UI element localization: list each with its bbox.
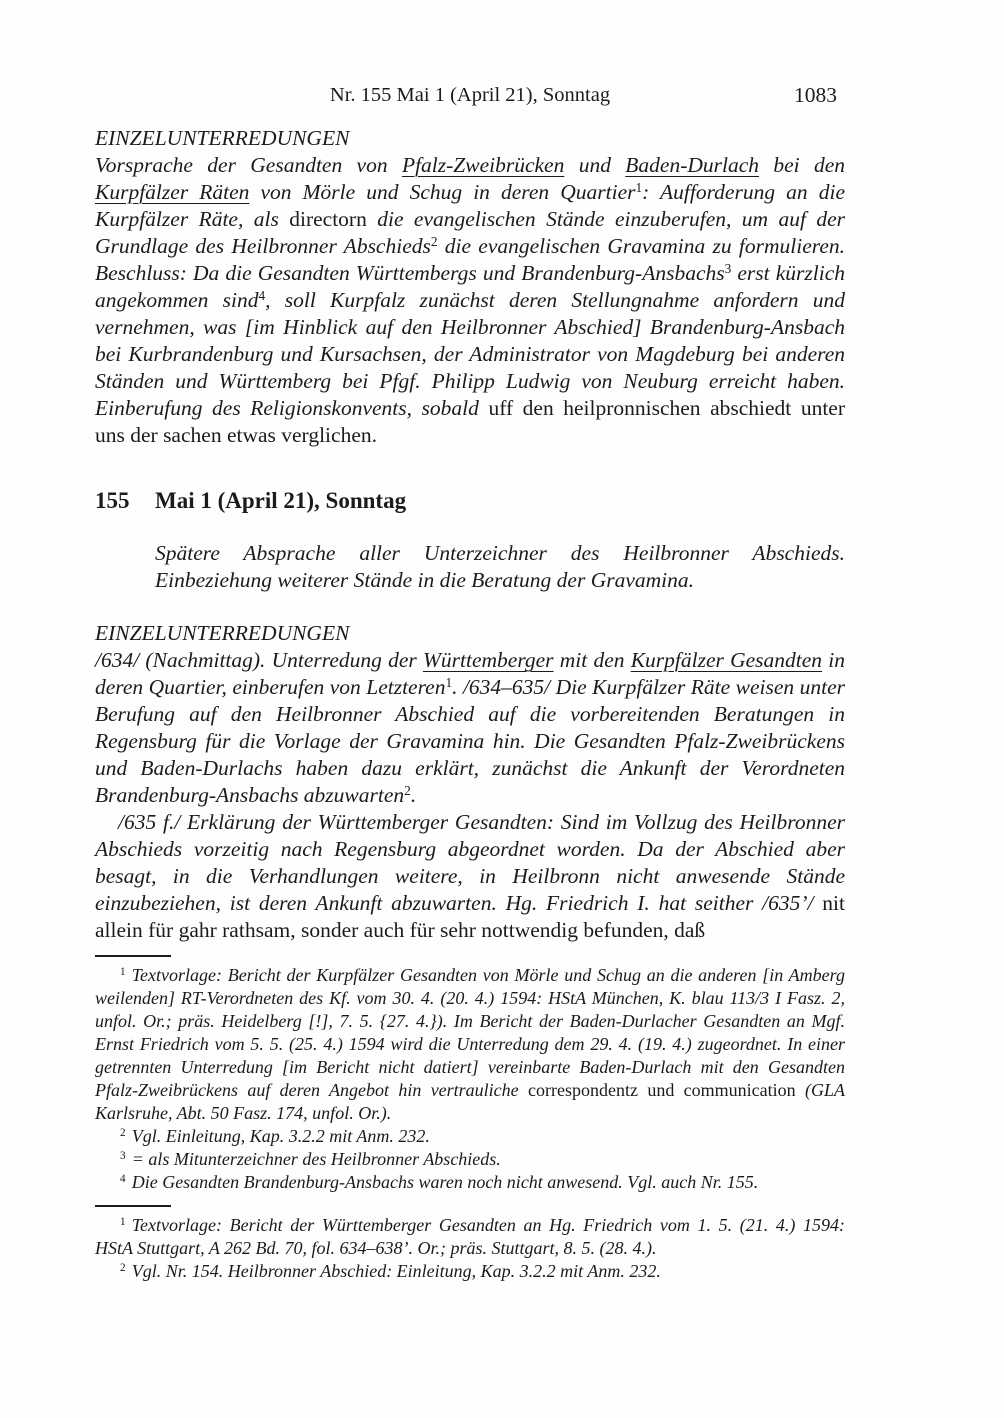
footnote xyxy=(95,1171,845,1194)
page-number: 1083 xyxy=(794,83,837,107)
footnote-text: = als Mitunterzeichner des Heilbronner Abschieds. xyxy=(131,1149,501,1169)
running-header xyxy=(95,82,845,109)
footnote-number: 4 xyxy=(120,1172,126,1185)
body-paragraph-1: /634/ (Nachmittag). Unterredung der Württemberger mit den Kurpfälzer Gesandten in deren Quartier, einberufen von Letzteren$^1$. /634–635/ Die Kurpfälzer Räte weisen unter Berufung auf den Heilbronner Abschied auf die vorbereitenden Beratungen in Regensburg für die Vorlage der Gravamina hin. Die Gesandten Pfalz-Zweibrückens und Baden-Durlachs haben dazu erklärt, zunächst die Ankunft der Verordneten Brandenburg-Ansbachs abzuwarten$^2$. xyxy=(95,648,845,807)
footnote xyxy=(95,964,845,1125)
footnote-text: Textvorlage: Bericht der Württemberger Gesandten an Hg. Friedrich vom 1. 5. (21. 4.) 1594: HStA Stuttgart, A 262 Bd. 70, fol. 634–638’. Or.; präs. Stuttgart, 8. 5. (28. 4.). xyxy=(95,1215,845,1258)
footnote-number: 2 xyxy=(120,1261,126,1274)
entry-title: Mai 1 (April 21), Sonntag xyxy=(155,488,407,513)
footnote-separator-2 xyxy=(95,1205,171,1207)
footnote-number: 2 xyxy=(120,1126,126,1139)
footnote-text: Die Gesandten Brandenburg-Ansbachs waren noch nicht anwesend. Vgl. auch Nr. 155. xyxy=(131,1172,759,1192)
summary-paragraph: Vorsprache der Gesandten von Pfalz-Zweibrücken und Baden-Durlach bei den Kurpfälzer Räten von Mörle und Schug in deren Quartier$^1$: Aufforderung an die Kurpfälzer Räte, als directorn die evangelischen Stände einzuberufen, um auf der Grundlage des Heilbronner Abschieds$^2$ die evangelischen Gravamina zu formulieren. Beschluss: Da die Gesandten Württembergs und Brandenburg-Ansbachs$^3$ erst kürzlich angekommen sind$^4$, soll Kurpfalz zunächst deren Stellungnahme anfordern und vernehmen, was [im Hinblick auf den Heilbronner Abschied] Brandenburg-Ansbach bei Kurbrandenburg und Kursachsen, der Administrator von Magdeburg bei anderen Ständen und Württemberg bei Pfgf. Philipp Ludwig von Neuburg erreicht haben. Einberufung des Religionskonvents, sobald uff den heilpronnischen abschiedt unter uns der sachen etwas verglichen. xyxy=(95,153,846,447)
entry-heading xyxy=(95,487,845,515)
footnote-text: Textvorlage: Bericht der Kurpfälzer Gesandten von Mörle und Schug an die anderen [in Amberg weilenden] RT-Verordneten des Kf. vom 30. 4. (20. 4.) 1594: HStA München, K. blau 113/3 I Fasz. 2, unfol. Or.; präs. Heidelberg [!], 7. 5. {27. 4.}). Im Bericht der Baden-Durlacher Gesandten an Mgf. Ernst Friedrich vom 5. 5. (25. 4.) 1594 wird die Unterredung dem 29. 4. (19. 4.) zugeordnet. In einer getrennten Unterredung [im Bericht nicht datiert] vereinbarte Baden-Durlach mit den Gesandten Pfalz-Zweibrückens auf deren Angebot hin vertrauliche correspondentz und communication (GLA Karlsruhe, Abt. 50 Fasz. 174, unfol. Or.). xyxy=(95,965,845,1123)
running-header-title: Nr. 155 Mai 1 (April 21), Sonntag xyxy=(329,84,611,106)
footnotes-block-1 xyxy=(95,964,845,1194)
section-heading-einzelunterredungen-1: EINZELUNTERREDUNGEN xyxy=(95,126,350,150)
footnotes-block-2 xyxy=(95,1214,845,1283)
footnote-separator-1 xyxy=(95,955,171,957)
section-heading-einzelunterredungen-2: EINZELUNTERREDUNGEN xyxy=(95,621,350,645)
footnote-text: Vgl. Einleitung, Kap. 3.2.2 mit Anm. 232. xyxy=(131,1126,430,1146)
footnote-number: 3 xyxy=(120,1149,126,1162)
footnote-number: 1 xyxy=(120,1215,126,1228)
footnote xyxy=(95,1125,845,1148)
body-paragraph-2: /635 f./ Erklärung der Württemberger Gesandten: Sind im Vollzug des Heilbronner Abschieds vorzeitig nach Regensburg abgeordnet worden. Da der Abschied aber besagt, in die Verhandlungen weitere, in Heilbronn nicht anwesende Stände einzubeziehen, ist deren Ankunft abzuwarten. Hg. Friedrich I. hat seither /635’/ nit allein für gahr rathsam, sonder auch für sehr nottwendig befunden, daß xyxy=(95,810,845,942)
footnote xyxy=(95,1148,845,1171)
footnote xyxy=(95,1260,845,1283)
footnote xyxy=(95,1214,845,1260)
entry-number: 155 xyxy=(95,488,130,513)
regest-paragraph: Spätere Absprache aller Unterzeichner des Heilbronner Abschieds. Einbeziehung weiterer Stände in die Beratung der Gravamina. xyxy=(155,541,845,592)
footnote-number: 1 xyxy=(120,965,126,978)
footnote-text: Vgl. Nr. 154. Heilbronner Abschied: Einleitung, Kap. 3.2.2 mit Anm. 232. xyxy=(131,1261,661,1281)
